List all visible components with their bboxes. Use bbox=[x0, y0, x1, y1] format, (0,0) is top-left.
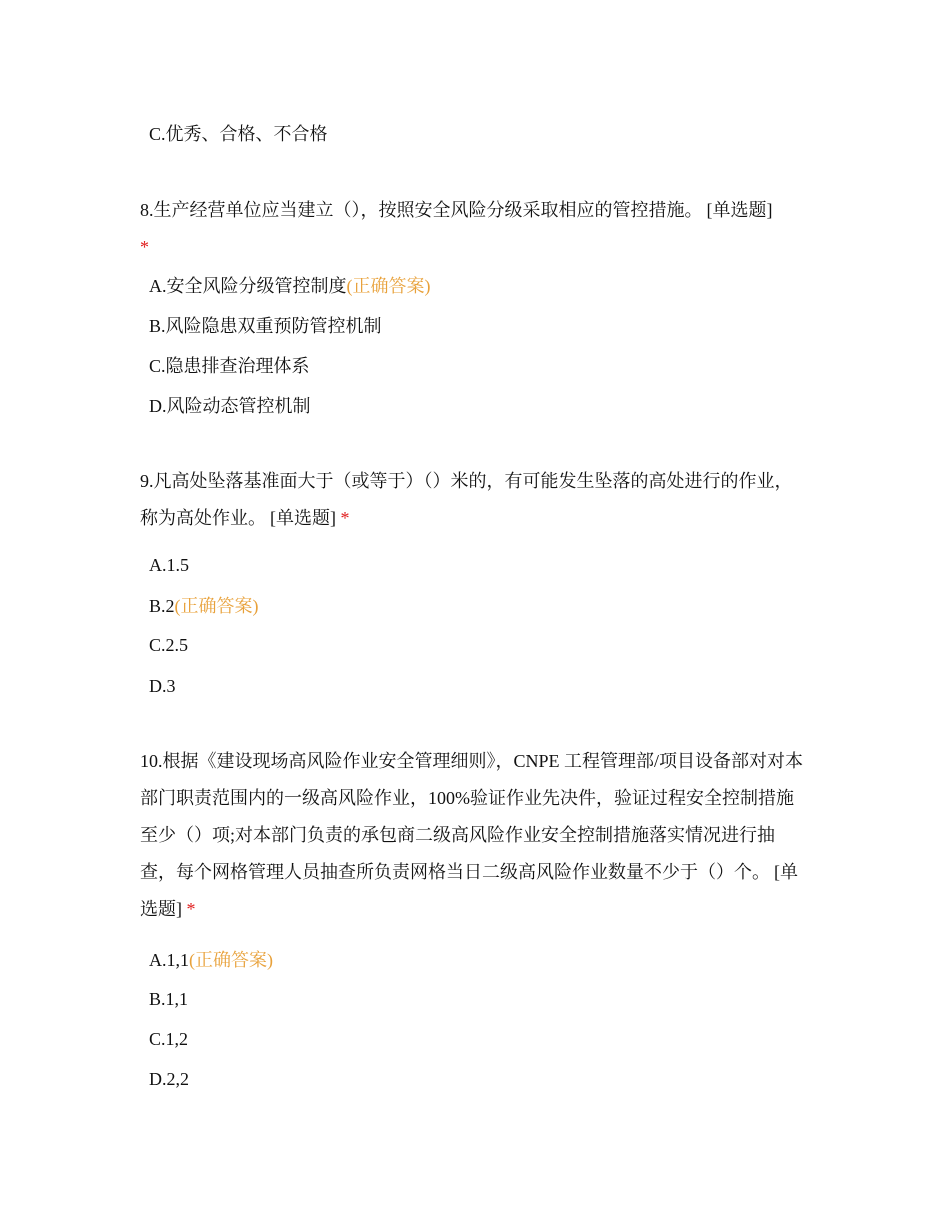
q10-option-a bbox=[149, 948, 273, 972]
q8-option-b bbox=[149, 314, 382, 338]
option-label: C.优秀、合格、不合格 bbox=[149, 124, 328, 144]
q9-option-d bbox=[149, 674, 176, 698]
option-label: A.1,1 bbox=[149, 950, 189, 970]
option-label: D.3 bbox=[149, 676, 176, 696]
option-label: C.隐患排查治理体系 bbox=[149, 356, 310, 376]
q10-option-c bbox=[149, 1027, 188, 1051]
option-label: D.风险动态管控机制 bbox=[149, 396, 311, 416]
option-label: B.风险隐患双重预防管控机制 bbox=[149, 316, 382, 336]
q8-option-a bbox=[149, 274, 431, 298]
q10-option-d bbox=[149, 1067, 189, 1091]
q9-option-a bbox=[149, 553, 189, 577]
q7-option-c bbox=[149, 122, 328, 146]
correct-answer-tag: (正确答案) bbox=[189, 950, 273, 970]
question-text: 10.根据《建设现场高风险作业安全管理细则》，CNPE 工程管理部/项目设备部对对本部门职责范围内的一级高风险作业，100%验证作业先决件，验证过程安全控制措施至少（）项;对本部门负责的承包商二级高风险作业安全控制措施落实情况进行抽查，每个网格管理人员抽查所负责网格当日二级高风险作业数量不少于（）个。 bbox=[140, 751, 804, 882]
option-label: A.1.5 bbox=[149, 555, 189, 575]
question-text: 9.凡高处坠落基准面大于（或等于）（）米的，有可能发生坠落的高处进行的作业，称为高处作业。 bbox=[140, 471, 793, 528]
question-text: 8.生产经营单位应当建立（），按照安全风险分级采取相应的管控措施。 bbox=[140, 200, 703, 220]
option-label: C.1,2 bbox=[149, 1029, 189, 1049]
option-label: A.安全风险分级管控制度 bbox=[149, 276, 347, 296]
q10-option-b bbox=[149, 987, 188, 1011]
correct-answer-tag: (正确答案) bbox=[346, 276, 431, 296]
option-label: B.1,1 bbox=[149, 989, 189, 1009]
option-label: B.2 bbox=[149, 596, 175, 616]
q8-option-c bbox=[149, 354, 310, 378]
correct-answer-tag: (正确答案) bbox=[174, 596, 259, 616]
option-label: C.2.5 bbox=[149, 635, 189, 655]
required-mark: * bbox=[340, 508, 350, 528]
question-8 bbox=[140, 192, 810, 266]
q8-option-d bbox=[149, 394, 311, 418]
required-mark: * bbox=[140, 237, 149, 257]
question-type-badge: [单选题] bbox=[140, 862, 798, 919]
question-type-badge: [单选题] bbox=[706, 200, 773, 220]
q9-option-b bbox=[149, 594, 259, 618]
question-type-badge: [单选题] bbox=[270, 508, 336, 528]
question-9 bbox=[140, 463, 810, 537]
option-label: D.2,2 bbox=[149, 1069, 189, 1089]
q9-option-c bbox=[149, 633, 188, 657]
question-10 bbox=[140, 743, 810, 928]
required-mark: * bbox=[186, 899, 196, 919]
